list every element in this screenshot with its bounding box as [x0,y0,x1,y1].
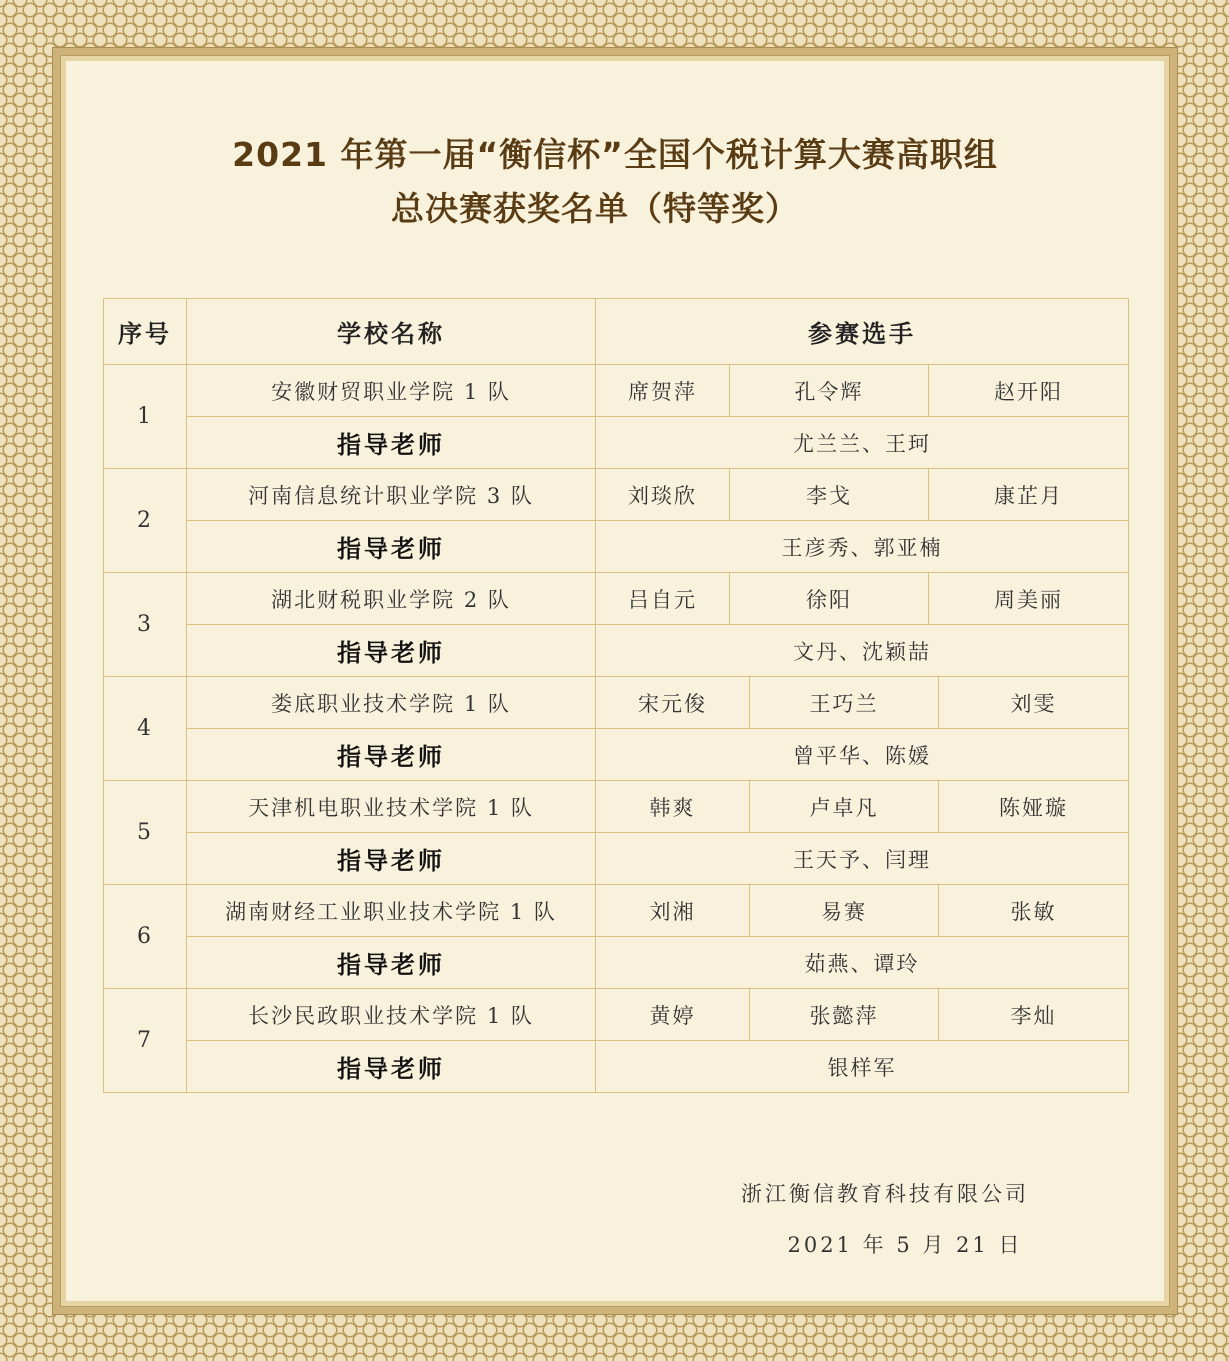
teacher-row [104,833,1129,885]
player-name: 席贺萍 [628,379,697,404]
awards-table [103,298,1129,1093]
player-name: 刘湘 [649,899,696,924]
teacher-names: 曾平华、陈媛 [596,729,1129,781]
players-cell [596,989,1129,1041]
table-row [104,469,1129,521]
teacher-names: 银样军 [596,1041,1129,1093]
title-line-1: 2021 年第一届“衡信杯”全国个税计算大赛高职组 [232,135,998,174]
players-cell [596,885,1129,937]
teacher-label: 指导老师 [187,417,596,469]
player-name: 赵开阳 [928,365,1128,416]
teacher-row [104,729,1129,781]
table-row [104,781,1129,833]
player-name: 康芷月 [928,469,1128,520]
teacher-label: 指导老师 [187,625,596,677]
header-school: 学校名称 [187,299,596,365]
school-name: 天津机电职业技术学院 1 队 [187,781,596,833]
teacher-label: 指导老师 [187,521,596,573]
player-name: 张敏 [938,885,1128,936]
row-index: 1 [104,365,187,469]
teacher-label: 指导老师 [187,937,596,989]
player-name: 王巧兰 [749,677,938,728]
issue-date: 2021 年 5 月 21 日 [787,1233,1023,1257]
player-name: 刘雯 [938,677,1128,728]
header-index: 序号 [104,299,187,365]
school-name: 长沙民政职业技术学院 1 队 [187,989,596,1041]
player-name: 韩爽 [649,795,696,820]
teacher-names: 尤兰兰、王珂 [596,417,1129,469]
teacher-label: 指导老师 [187,1041,596,1093]
teacher-label: 指导老师 [187,729,596,781]
player-name: 陈娅璇 [938,781,1128,832]
document-title [66,128,1164,236]
teacher-row [104,417,1129,469]
player-name: 刘琰欣 [628,483,697,508]
table-header-row [104,299,1129,365]
player-name: 周美丽 [928,573,1128,624]
player-name: 徐阳 [729,573,928,624]
header-players: 参赛选手 [596,299,1129,365]
row-index: 6 [104,885,187,989]
player-name: 卢卓凡 [749,781,938,832]
table-row [104,677,1129,729]
player-name: 易赛 [749,885,938,936]
row-index: 3 [104,573,187,677]
player-name: 张懿萍 [749,989,938,1040]
row-index: 5 [104,781,187,885]
players-cell [596,573,1129,625]
players-cell [596,781,1129,833]
teacher-label: 指导老师 [187,833,596,885]
players-cell [596,469,1129,521]
player-name: 李戈 [729,469,928,520]
player-name: 李灿 [938,989,1128,1040]
school-name: 湖南财经工业职业技术学院 1 队 [187,885,596,937]
teacher-names: 王天予、闫理 [596,833,1129,885]
table-row [104,989,1129,1041]
players-cell [596,365,1129,417]
row-index: 4 [104,677,187,781]
player-name: 宋元俊 [638,691,707,716]
title-line-2: 总决赛获奖名单（特等奖） [391,189,799,228]
teacher-row [104,625,1129,677]
teacher-row [104,521,1129,573]
organization-name: 浙江衡信教育科技有限公司 [741,1182,1029,1206]
school-name: 河南信息统计职业学院 3 队 [187,469,596,521]
teacher-row [104,1041,1129,1093]
school-name: 湖北财税职业学院 2 队 [187,573,596,625]
table-row [104,885,1129,937]
teacher-row [104,937,1129,989]
players-cell [596,677,1129,729]
row-index: 2 [104,469,187,573]
teacher-names: 茹燕、谭玲 [596,937,1129,989]
player-name: 黄婷 [649,1003,696,1028]
table-row [104,573,1129,625]
row-index: 7 [104,989,187,1093]
teacher-names: 王彦秀、郭亚楠 [596,521,1129,573]
table-row [104,365,1129,417]
player-name: 孔令辉 [729,365,928,416]
player-name: 吕自元 [628,587,697,612]
teacher-names: 文丹、沈颖喆 [596,625,1129,677]
school-name: 娄底职业技术学院 1 队 [187,677,596,729]
school-name: 安徽财贸职业学院 1 队 [187,365,596,417]
